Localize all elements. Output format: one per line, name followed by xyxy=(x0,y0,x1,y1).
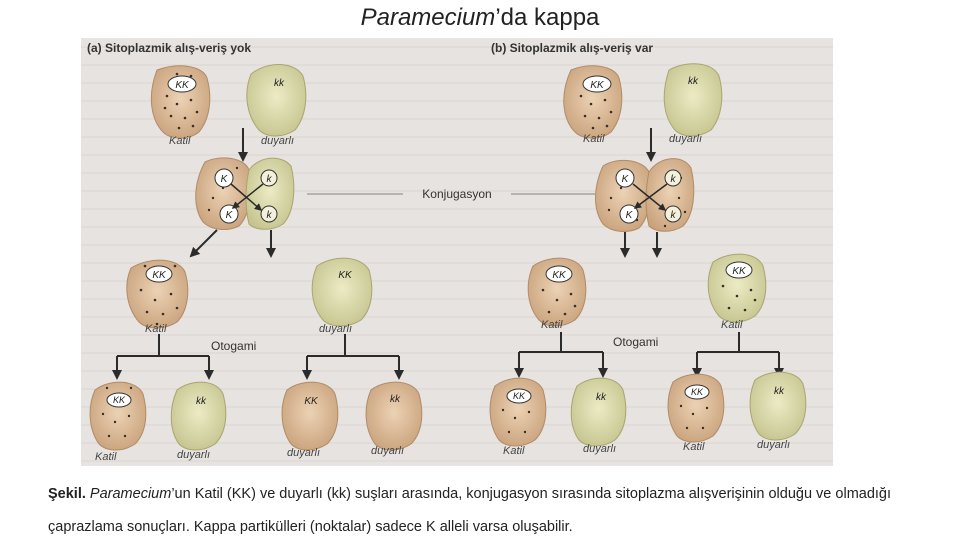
genotype-kk-lower: kk xyxy=(596,392,606,403)
cell-killer-unbound xyxy=(312,258,372,326)
genotype-kk-upper: KK xyxy=(512,391,526,401)
genotype-kk-upper: KK xyxy=(590,80,604,91)
genotype-kk-lower: kk xyxy=(274,78,284,89)
cell-killer xyxy=(564,66,622,138)
cell-sensitive xyxy=(571,378,626,446)
title-rest: ’da kappa xyxy=(495,4,600,31)
genotype-kk-upper: KK xyxy=(552,270,566,281)
label-katil: Katil xyxy=(541,319,563,331)
label-duyarli: duyarlı xyxy=(757,439,791,451)
genotype-kk-upper: KK xyxy=(338,270,352,281)
allele-k: k xyxy=(670,210,676,221)
caption-bold: Şekil. xyxy=(48,486,86,502)
panel-b-label: (b) Sitoplazmik alış-veriş var xyxy=(491,41,654,55)
allele-K: K xyxy=(625,210,633,221)
genotype-kk-upper: KK xyxy=(690,387,704,397)
genotype-kk-upper: KK xyxy=(175,80,189,91)
genotype-kk-upper: KK xyxy=(152,270,166,281)
figure-caption xyxy=(48,478,928,544)
cell-sensitive xyxy=(247,64,306,136)
label-duyarli: duyarlı xyxy=(177,449,211,461)
allele-k: k xyxy=(266,210,272,221)
title-italic: Paramecium xyxy=(360,4,496,31)
cell-sensitive xyxy=(171,382,226,450)
allele-K: K xyxy=(621,174,629,185)
label-katil: Katil xyxy=(683,441,705,453)
caption-italic: Paramecium xyxy=(89,486,172,502)
genotype-kk-lower: kk xyxy=(390,394,400,405)
otogami-label: Otogami xyxy=(211,339,257,353)
paramecium-figure xyxy=(81,38,833,466)
allele-k: k xyxy=(266,174,272,185)
caption-text: ’un Katil (KK) ve duyarlı (kk) suşları arasında, konjugasyon sırasında sitoplazma alışverişinin olduğu ve olmadığı çaprazlama sonuçları. Kappa partikülleri (noktalar) sadece K alleli varsa oluşabilir. xyxy=(48,486,892,535)
label-duyarli: duyarlı xyxy=(371,445,405,457)
konjugasyon-label: Konjugasyon xyxy=(422,187,492,201)
label-katil: Katil xyxy=(145,323,167,335)
genotype-kk-lower: kk xyxy=(688,76,698,87)
cell-sensitive xyxy=(366,382,422,450)
conjugating-pair xyxy=(596,159,694,232)
cell-sensitive xyxy=(750,372,806,440)
cell-killer xyxy=(528,258,586,326)
cell-killer xyxy=(708,254,766,322)
label-duyarli: duyarlı xyxy=(287,447,321,459)
label-duyarli: duyarlı xyxy=(583,443,617,455)
slide-title xyxy=(0,4,960,32)
allele-k: k xyxy=(670,174,676,185)
label-katil: Katil xyxy=(503,445,525,457)
genotype-kk-lower: kk xyxy=(196,396,206,407)
allele-K: K xyxy=(225,210,233,221)
otogami-label: Otogami xyxy=(613,335,659,349)
label-katil: Katil xyxy=(721,319,743,331)
label-katil: Katil xyxy=(169,135,191,147)
allele-K: K xyxy=(220,174,228,185)
cell-killer xyxy=(127,260,188,328)
label-katil: Katil xyxy=(583,133,605,145)
cell-killer xyxy=(90,382,146,450)
label-duyarli: duyarlı xyxy=(669,133,703,145)
cell-killer xyxy=(490,378,546,446)
conjugating-pair xyxy=(196,158,294,230)
cell-killer xyxy=(151,66,209,138)
genotype-kk-upper: KK xyxy=(112,395,126,405)
panel-a-label: (a) Sitoplazmik alış-veriş yok xyxy=(87,41,252,55)
cell-killer-unbound xyxy=(282,382,338,450)
cell-killer xyxy=(668,374,724,442)
genotype-kk-lower: kk xyxy=(774,386,784,397)
label-duyarli: duyarlı xyxy=(261,135,295,147)
cell-sensitive xyxy=(664,64,722,136)
genotype-kk-upper: KK xyxy=(732,266,746,277)
label-duyarli: duyarlı xyxy=(319,323,353,335)
label-katil: Katil xyxy=(95,451,117,463)
genotype-kk-upper: KK xyxy=(304,396,318,407)
